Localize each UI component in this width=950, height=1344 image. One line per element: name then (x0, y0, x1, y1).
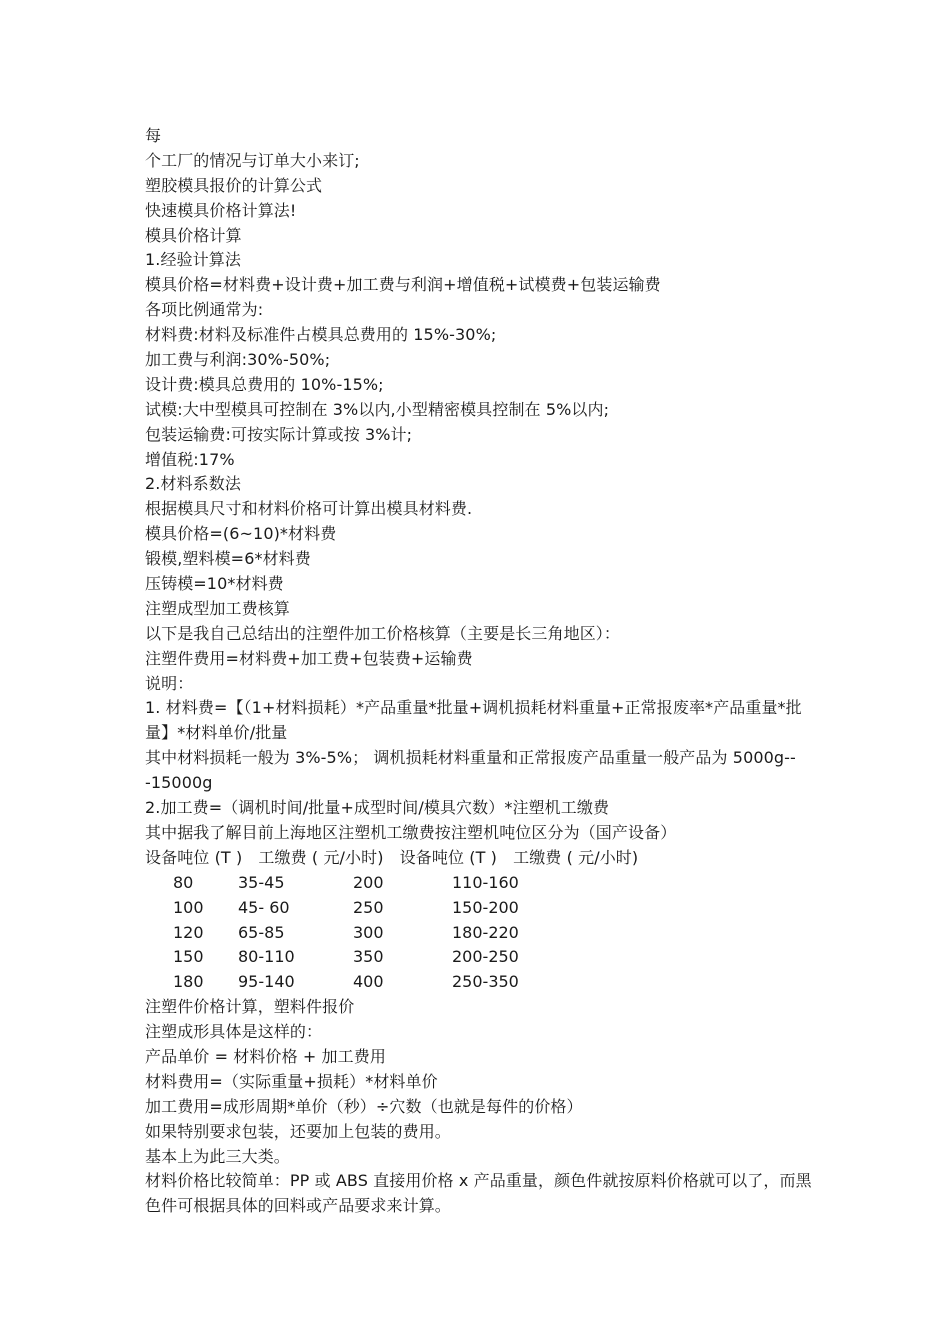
table-cell: 120 (173, 922, 204, 942)
section-material-coefficient: 2.材料系数法 (145, 474, 241, 494)
table-cell: 65-85 (238, 922, 285, 942)
text-line: 说明： (145, 673, 194, 693)
table-cell: 200-250 (452, 947, 519, 967)
formula-material-cost: 材料费用=（实际重量+损耗）*材料单价 (145, 1071, 438, 1091)
text-line: 增值税:17% (145, 449, 235, 469)
text-line: 压铸模=10*材料费 (145, 574, 284, 594)
heading-fast-calc: 快速模具价格计算法! (145, 200, 297, 220)
formula-processing-cost: 加工费用=成形周期*单价（秒）÷穴数（也就是每件的价格） (145, 1096, 583, 1116)
table-cell: 80 (173, 872, 194, 892)
formula-mold-price: 模具价格=材料费+设计费+加工费与利润+增值税+试模费+包装运输费 (145, 275, 661, 295)
heading-mold-price-calc: 模具价格计算 (145, 225, 242, 245)
table-header: 设备吨位 (T ) 工缴费 ( 元/小时) 设备吨位 (T ) 工缴费 ( 元/小时) (145, 847, 639, 867)
table-cell: 95-140 (238, 972, 295, 992)
text-line: 每 (145, 126, 162, 145)
formula-injection-cost: 注塑件费用=材料费+加工费+包装费+运输费 (145, 648, 473, 668)
table-cell: 35-45 (238, 872, 285, 892)
text-line: 如果特别要求包装，还要加上包装的费用。 (145, 1121, 451, 1141)
text-line: 个工厂的情况与订单大小来订; (145, 150, 360, 170)
table-cell: 100 (173, 897, 204, 917)
table-cell: 180-220 (452, 922, 519, 942)
text-line: 注塑成形具体是这样的： (145, 1022, 323, 1042)
text-line: 模具价格=(6~10)*材料费 (145, 524, 337, 544)
text-line: 包装运输费:可按实际计算或按 3%计; (145, 424, 413, 444)
table-cell: 180 (173, 972, 204, 992)
table-cell: 110-160 (452, 872, 519, 892)
table-cell: 150 (173, 947, 204, 967)
text-line: 试模:大中型模具可控制在 3%以内,小型精密模具控制在 5%以内; (145, 399, 610, 419)
paragraph-material-price: 材料价格比较简单：PP 或 ABS 直接用价格 x 产品重量，颜色件就按原料价格就可以了，而黑色件可根据具体的回料或产品要求来计算。 (145, 1171, 812, 1216)
table-cell: 45- 60 (238, 897, 290, 917)
text-line: 注塑件价格计算，塑料件报价 (145, 997, 355, 1017)
table-cell: 400 (353, 972, 384, 992)
heading-mold-quote-formula: 塑胶模具报价的计算公式 (145, 175, 323, 195)
table-cell: 200 (353, 872, 384, 892)
text-line: 其中据我了解目前上海地区注塑机工缴费按注塑机吨位区分为（国产设备） (145, 823, 677, 842)
table-cell: 350 (353, 947, 384, 967)
text-line: 基本上为此三大类。 (145, 1146, 290, 1166)
section-experience-method: 1.经验计算法 (145, 250, 241, 270)
text-line: 材料费:材料及标准件占模具总费用的 15%-30%; (145, 325, 497, 345)
table-cell: 250-350 (452, 972, 519, 992)
table-row (145, 871, 825, 896)
table-cell: 150-200 (452, 897, 519, 917)
table-cell: 300 (353, 922, 384, 942)
table-row (145, 921, 825, 946)
formula-unit-price: 产品单价 = 材料价格 + 加工费用 (145, 1047, 386, 1067)
table-row (145, 896, 825, 921)
heading-injection-cost: 注塑成型加工费核算 (145, 598, 290, 618)
text-line: 以下是我自己总结出的注塑件加工价格核算（主要是长三角地区）： (145, 623, 621, 643)
text-line: 加工费与利润:30%-50%; (145, 350, 331, 370)
text-line: 设计费:模具总费用的 10%-15%; (145, 374, 384, 394)
paragraph-material-loss: 其中材料损耗一般为 3%-5%； 调机损耗材料重量和正常报废产品重量一般产品为 5000g---15000g (145, 748, 796, 793)
table-row (145, 970, 825, 995)
table-row (145, 945, 825, 970)
paragraph-material-fee: 1. 材料费=【（1+材料损耗）*产品重量*批量+调机损耗材料重量+正常报废率*产品重量*批量】*材料单价/批量 (145, 698, 802, 743)
text-line: 锻模,塑料模=6*材料费 (145, 549, 311, 569)
text-line: 各项比例通常为: (145, 300, 264, 320)
table-cell: 250 (353, 897, 384, 917)
formula-processing-fee: 2.加工费=（调机时间/批量+成型时间/模具穴数）*注塑机工缴费 (145, 798, 610, 818)
table-cell: 80-110 (238, 947, 295, 967)
text-line: 根据模具尺寸和材料价格可计算出模具材料费. (145, 499, 473, 519)
document-body (145, 124, 825, 1219)
